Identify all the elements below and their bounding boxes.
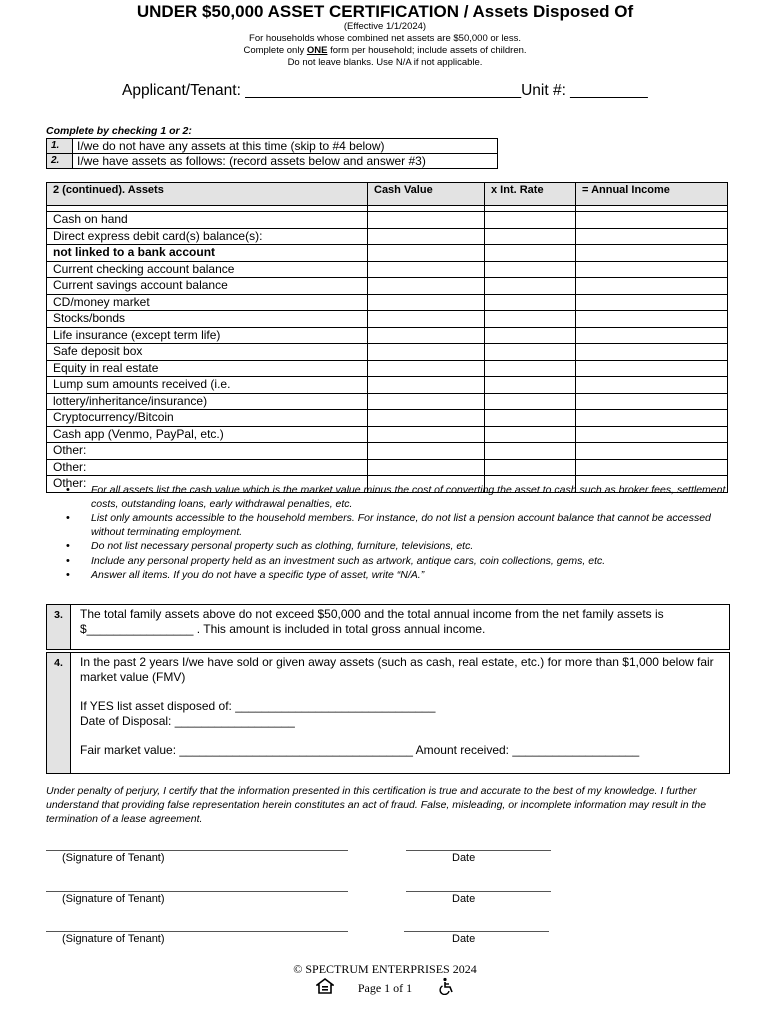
table-row [47, 344, 728, 361]
int-rate-cell[interactable] [485, 377, 576, 394]
annual-income-cell[interactable] [576, 311, 728, 328]
int-rate-cell[interactable] [485, 344, 576, 361]
question-3-box [46, 604, 730, 650]
asset-label: Safe deposit box [47, 344, 368, 361]
table-row [47, 212, 728, 229]
signature-label: (Signature of Tenant) [62, 893, 165, 905]
int-rate-cell[interactable] [485, 278, 576, 295]
bullet-item: • Answer all items. If you do not have a specific type of asset, write “N/A.” [66, 569, 726, 583]
instruction-line-2-emphasis: ONE [306, 45, 328, 56]
assets-table [46, 182, 728, 493]
cash-value-cell[interactable] [368, 311, 485, 328]
date-label: Date [452, 933, 476, 945]
cash-value-cell[interactable] [368, 294, 485, 311]
check-option-text: I/we do not have any assets at this time (skip to #4 below) [73, 139, 498, 154]
annual-income-cell[interactable] [576, 426, 728, 443]
cash-value-cell[interactable] [368, 426, 485, 443]
asset-label: Life insurance (except term life) [47, 327, 368, 344]
fmv-amount-field[interactable]: Fair market value: ___________________________________ Amount received: ___________________ [80, 743, 640, 757]
table-row [47, 278, 728, 295]
int-rate-cell[interactable] [485, 443, 576, 460]
asset-label: Equity in real estate [47, 360, 368, 377]
annual-income-cell[interactable] [576, 245, 728, 262]
cash-value-cell[interactable] [368, 459, 485, 476]
header-annual-income: = Annual Income [576, 183, 728, 206]
question-3-text[interactable]: The total family assets above do not exceed $50,000 and the total annual income from the net family assets is $________________ . This amount is included in total gross annual income. [80, 607, 664, 636]
cash-value-cell[interactable] [368, 261, 485, 278]
table-row [47, 377, 728, 394]
table-row [47, 459, 728, 476]
instruction-line-2-pre: Complete only [243, 45, 307, 56]
instruction-line-1: For households whose combined net assets are $50,000 or less. [249, 33, 521, 44]
annual-income-cell[interactable] [576, 410, 728, 427]
annual-income-cell[interactable] [576, 459, 728, 476]
asset-label: Lump sum amounts received (i.e. [47, 377, 368, 394]
asset-label: CD/money market [47, 294, 368, 311]
table-row [47, 261, 728, 278]
bullet-item: • Include any personal property held as an investment such as artwork, antique cars, coin collections, gems, etc. [66, 555, 726, 569]
table-row [47, 410, 728, 427]
check-heading: Complete by checking 1 or 2: [46, 125, 192, 137]
check-option-1[interactable] [47, 139, 498, 154]
asset-label: Other: [47, 459, 368, 476]
date-line[interactable] [404, 931, 549, 932]
int-rate-cell[interactable] [485, 311, 576, 328]
cash-value-cell[interactable] [368, 443, 485, 460]
assets-table-header [47, 183, 728, 206]
asset-label: Other: [47, 443, 368, 460]
annual-income-cell[interactable] [576, 228, 728, 245]
cash-value-cell[interactable] [368, 228, 485, 245]
cash-value-cell[interactable] [368, 212, 485, 229]
annual-income-cell[interactable] [576, 278, 728, 295]
asset-disposed-field[interactable]: If YES list asset disposed of: ______________________________ [80, 699, 436, 713]
asset-label: Stocks/bonds [47, 311, 368, 328]
asset-label: Cash app (Venmo, PayPal, etc.) [47, 426, 368, 443]
annual-income-cell[interactable] [576, 212, 728, 229]
page-title: UNDER $50,000 ASSET CERTIFICATION / Assets Disposed Of [136, 2, 634, 21]
asset-label: Current checking account balance [47, 261, 368, 278]
cash-value-cell[interactable] [368, 360, 485, 377]
question-number: 3. [47, 605, 71, 649]
equal-housing-icon [316, 977, 334, 995]
bullet-item: • Do not list necessary personal property such as clothing, furniture, televisions, etc. [66, 540, 726, 554]
int-rate-cell[interactable] [485, 360, 576, 377]
int-rate-cell[interactable] [485, 294, 576, 311]
table-row [47, 426, 728, 443]
cash-value-cell[interactable] [368, 278, 485, 295]
asset-label: Other: [47, 476, 368, 493]
header-assets: 2 (continued). Assets [47, 183, 368, 206]
date-label: Date [452, 852, 476, 864]
question-number: 4. [47, 653, 71, 773]
annual-income-cell[interactable] [576, 393, 728, 410]
table-row [47, 443, 728, 460]
check-option-text: I/we have assets as follows: (record assets below and answer #3) [73, 154, 498, 169]
table-row [47, 360, 728, 377]
int-rate-cell[interactable] [485, 426, 576, 443]
question-4-text: In the past 2 years I/we have sold or given away assets (such as cash, real estate, etc.) for more than $1,000 below fair market value (FMV) [80, 655, 714, 684]
cash-value-cell[interactable] [368, 344, 485, 361]
signature-label: (Signature of Tenant) [62, 933, 165, 945]
asset-label: Current savings account balance [47, 278, 368, 295]
int-rate-cell[interactable] [485, 410, 576, 427]
annual-income-cell[interactable] [576, 294, 728, 311]
instruction-line-2-post: form per household; include assets of children. [327, 45, 527, 56]
cash-value-cell[interactable] [368, 410, 485, 427]
instruction-bullets [66, 484, 726, 584]
table-row [47, 393, 728, 410]
check-options-table [46, 138, 498, 169]
signature-label: (Signature of Tenant) [62, 852, 165, 864]
int-rate-cell[interactable] [485, 212, 576, 229]
annual-income-cell[interactable] [576, 443, 728, 460]
signature-line[interactable] [46, 891, 348, 892]
signature-line[interactable] [46, 850, 348, 851]
bullet-item: • For all assets list the cash value which is the market value minus the cost of converting the asset to cash such as broker fees, settlement costs, outstanding loans, early withdrawal penalties, etc. [66, 484, 726, 511]
date-label: Date [452, 893, 476, 905]
asset-label: not linked to a bank account [47, 245, 368, 262]
asset-label: Direct express debit card(s) balance(s): [47, 228, 368, 245]
int-rate-cell[interactable] [485, 245, 576, 262]
int-rate-cell[interactable] [485, 459, 576, 476]
cash-value-cell[interactable] [368, 245, 485, 262]
page-number: Page 1 of 1 [357, 981, 413, 995]
table-row [47, 294, 728, 311]
certification-statement: Under penalty of perjury, I certify that the information presented in this certification is true and accurate to the best of my knowledge. I further understand that providing false representation herein constitutes an act of fraud. False, misleading, or incomplete information may result in the termination of a lease agreement. [46, 785, 707, 825]
int-rate-cell[interactable] [485, 327, 576, 344]
applicant-unit-field[interactable]: Applicant/Tenant: ________________________________Unit #: _________ [122, 82, 648, 99]
check-option-number: 1. [47, 139, 73, 154]
effective-date: (Effective 1/1/2024) [343, 21, 427, 32]
table-row [47, 245, 728, 262]
table-row [47, 327, 728, 344]
cash-value-cell[interactable] [368, 377, 485, 394]
accessibility-icon [438, 977, 456, 995]
header-int-rate: x Int. Rate [485, 183, 576, 206]
int-rate-cell[interactable] [485, 261, 576, 278]
cash-value-cell[interactable] [368, 393, 485, 410]
asset-label: Cryptocurrency/Bitcoin [47, 410, 368, 427]
annual-income-cell[interactable] [576, 327, 728, 344]
table-row [47, 228, 728, 245]
int-rate-cell[interactable] [485, 228, 576, 245]
header-cash-value: Cash Value [368, 183, 485, 206]
date-line[interactable] [406, 850, 551, 851]
annual-income-cell[interactable] [576, 344, 728, 361]
int-rate-cell[interactable] [485, 393, 576, 410]
annual-income-cell[interactable] [576, 377, 728, 394]
instruction-line-2 [0, 45, 770, 56]
annual-income-cell[interactable] [576, 360, 728, 377]
signature-line[interactable] [46, 931, 348, 932]
instruction-line-3: Do not leave blanks. Use N/A if not applicable. [287, 57, 483, 68]
asset-label: Cash on hand [47, 212, 368, 229]
bullet-item: • List only amounts accessible to the household members. For instance, do not list a pension account balance that cannot be accessed without terminating employment. [66, 512, 726, 539]
check-option-number: 2. [47, 154, 73, 169]
copyright-footer: © SPECTRUM ENTERPRISES 2024 [293, 962, 477, 976]
cash-value-cell[interactable] [368, 327, 485, 344]
asset-label: lottery/inheritance/insurance) [47, 393, 368, 410]
question-4-box [46, 652, 730, 774]
date-of-disposal-field[interactable]: Date of Disposal: __________________ [80, 714, 295, 728]
table-row [47, 311, 728, 328]
check-option-2[interactable] [47, 154, 498, 169]
date-line[interactable] [406, 891, 551, 892]
annual-income-cell[interactable] [576, 261, 728, 278]
